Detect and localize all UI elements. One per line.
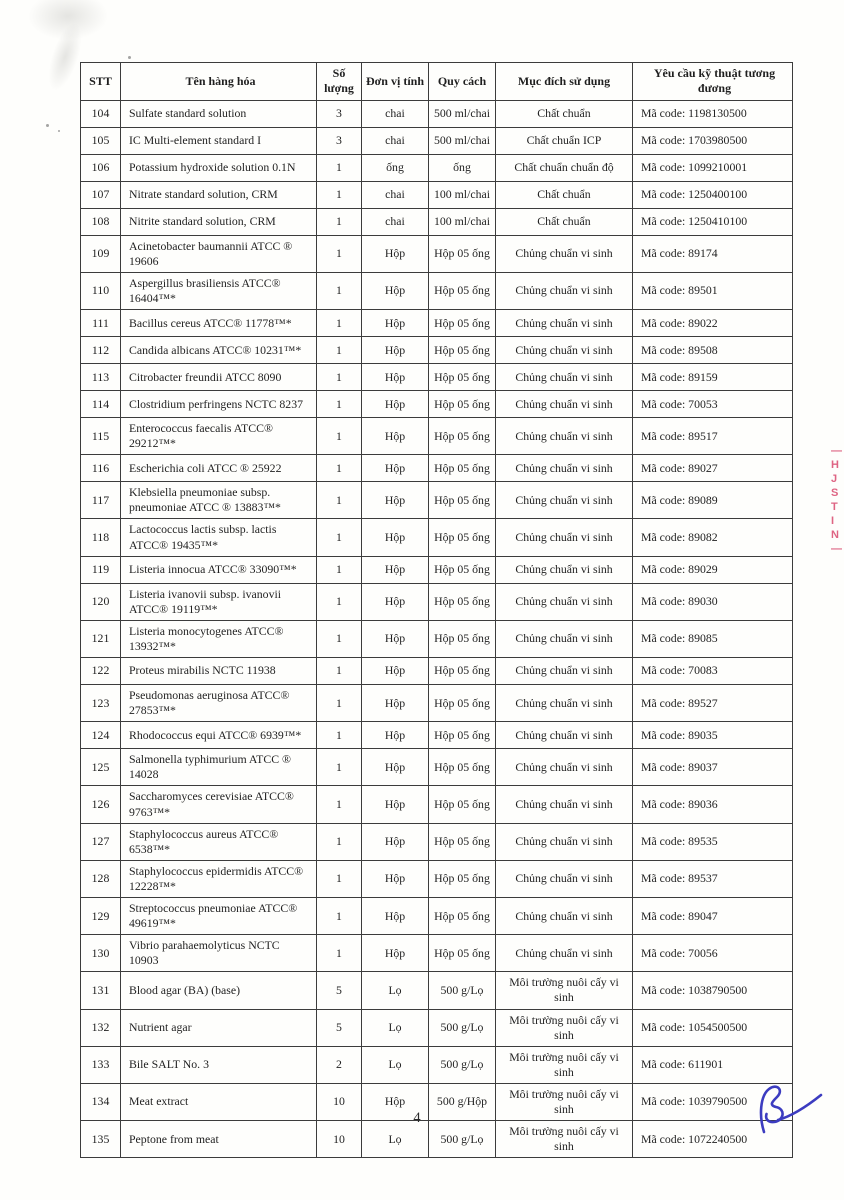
cell-req: Mã code: 89082: [633, 519, 793, 556]
column-header-spec: Quy cách: [429, 63, 496, 101]
cell-req: Mã code: 1038790500: [633, 972, 793, 1009]
cell-req: Mã code: 89089: [633, 482, 793, 519]
cell-qty: 1: [317, 310, 362, 337]
column-header-req: Yêu cầu kỹ thuật tương đương: [633, 63, 793, 101]
cell-req: Mã code: 89535: [633, 823, 793, 860]
cell-stt: 114: [81, 391, 121, 418]
cell-purpose: Môi trường nuôi cấy vi sinh: [496, 972, 633, 1009]
cell-stt: 117: [81, 482, 121, 519]
cell-name: Listeria monocytogenes ATCC® 13932™*: [121, 620, 317, 657]
cell-purpose: Chất chuẩn ICP: [496, 127, 633, 154]
scan-speck: [58, 130, 60, 132]
stamp-char: H: [831, 459, 839, 471]
cell-qty: 1: [317, 208, 362, 235]
cell-spec: Hộp 05 ống: [429, 658, 496, 685]
cell-stt: 109: [81, 235, 121, 272]
cell-spec: 500 g/Lọ: [429, 972, 496, 1009]
cell-req: Mã code: 89035: [633, 722, 793, 749]
cell-name: Aspergillus brasiliensis ATCC® 16404™*: [121, 272, 317, 309]
cell-name: Nitrite standard solution, CRM: [121, 208, 317, 235]
cell-stt: 124: [81, 722, 121, 749]
cell-spec: 500 ml/chai: [429, 127, 496, 154]
cell-req: Mã code: 1054500500: [633, 1009, 793, 1046]
cell-qty: 1: [317, 860, 362, 897]
table-row: [81, 786, 793, 823]
cell-name: Sulfate standard solution: [121, 100, 317, 127]
cell-unit: Hộp: [362, 391, 429, 418]
cell-req: Mã code: 89517: [633, 418, 793, 455]
goods-specification-table: [80, 62, 793, 1158]
cell-spec: Hộp 05 ống: [429, 897, 496, 934]
cell-qty: 5: [317, 1009, 362, 1046]
cell-qty: 1: [317, 482, 362, 519]
cell-qty: 1: [317, 620, 362, 657]
cell-req: Mã code: 70056: [633, 935, 793, 972]
cell-stt: 122: [81, 658, 121, 685]
table-row: [81, 272, 793, 309]
cell-purpose: Chủng chuẩn vi sinh: [496, 935, 633, 972]
cell-spec: Hộp 05 ống: [429, 482, 496, 519]
stamp-char: S: [831, 487, 839, 499]
cell-stt: 126: [81, 786, 121, 823]
cell-name: Enterococcus faecalis ATCC® 29212™*: [121, 418, 317, 455]
cell-name: Potassium hydroxide solution 0.1N: [121, 154, 317, 181]
cell-spec: Hộp 05 ống: [429, 583, 496, 620]
table-row: [81, 418, 793, 455]
cell-stt: 111: [81, 310, 121, 337]
cell-purpose: Chủng chuẩn vi sinh: [496, 860, 633, 897]
cell-name: Klebsiella pneumoniae subsp. pneumoniae ATCC ® 13883™*: [121, 482, 317, 519]
cell-req: Mã code: 611901: [633, 1046, 793, 1083]
cell-spec: 500 g/Lọ: [429, 1009, 496, 1046]
cell-name: Staphylococcus epidermidis ATCC® 12228™*: [121, 860, 317, 897]
cell-name: Streptococcus pneumoniae ATCC® 49619™*: [121, 897, 317, 934]
cell-name: Listeria ivanovii subsp. ivanovii ATCC® 19119™*: [121, 583, 317, 620]
cell-spec: Hộp 05 ống: [429, 337, 496, 364]
table-row: [81, 1009, 793, 1046]
cell-spec: Hộp 05 ống: [429, 556, 496, 583]
table-row: [81, 455, 793, 482]
handwritten-initial-icon: [748, 1080, 832, 1144]
stamp-char: —: [831, 543, 842, 555]
cell-unit: Hộp: [362, 235, 429, 272]
cell-purpose: Chủng chuẩn vi sinh: [496, 556, 633, 583]
cell-req: Mã code: 1250400100: [633, 181, 793, 208]
cell-spec: Hộp 05 ống: [429, 860, 496, 897]
cell-spec: 500 ml/chai: [429, 100, 496, 127]
cell-unit: Hộp: [362, 418, 429, 455]
cell-req: Mã code: 70083: [633, 658, 793, 685]
cell-purpose: Chủng chuẩn vi sinh: [496, 823, 633, 860]
cell-name: Pseudomonas aeruginosa ATCC® 27853™*: [121, 685, 317, 722]
cell-stt: 105: [81, 127, 121, 154]
cell-name: Lactococcus lactis subsp. lactis ATCC® 19435™*: [121, 519, 317, 556]
scan-smudge: [28, 0, 108, 40]
cell-qty: 1: [317, 154, 362, 181]
cell-qty: 1: [317, 556, 362, 583]
cell-qty: 10: [317, 1083, 362, 1120]
cell-unit: Lọ: [362, 1121, 429, 1158]
cell-purpose: Chất chuẩn: [496, 181, 633, 208]
table-row: [81, 823, 793, 860]
cell-req: Mã code: 89537: [633, 860, 793, 897]
table-row: [81, 620, 793, 657]
cell-stt: 131: [81, 972, 121, 1009]
cell-purpose: Chủng chuẩn vi sinh: [496, 749, 633, 786]
cell-req: Mã code: 89022: [633, 310, 793, 337]
cell-unit: chai: [362, 127, 429, 154]
table-row: [81, 972, 793, 1009]
cell-stt: 107: [81, 181, 121, 208]
cell-name: Proteus mirabilis NCTC 11938: [121, 658, 317, 685]
cell-req: Mã code: 1198130500: [633, 100, 793, 127]
cell-qty: 1: [317, 519, 362, 556]
table-row: [81, 897, 793, 934]
cell-req: Mã code: 89527: [633, 685, 793, 722]
cell-name: Rhodococcus equi ATCC® 6939™*: [121, 722, 317, 749]
cell-purpose: Chủng chuẩn vi sinh: [496, 786, 633, 823]
cell-name: Listeria innocua ATCC® 33090™*: [121, 556, 317, 583]
table-row: [81, 181, 793, 208]
cell-qty: 1: [317, 786, 362, 823]
cell-name: Clostridium perfringens NCTC 8237: [121, 391, 317, 418]
cell-spec: Hộp 05 ống: [429, 364, 496, 391]
cell-spec: Hộp 05 ống: [429, 749, 496, 786]
cell-spec: Hộp 05 ống: [429, 935, 496, 972]
cell-stt: 112: [81, 337, 121, 364]
cell-qty: 3: [317, 127, 362, 154]
cell-name: Salmonella typhimurium ATCC ® 14028: [121, 749, 317, 786]
cell-stt: 110: [81, 272, 121, 309]
signature-mark: [748, 1080, 832, 1149]
cell-spec: Hộp 05 ống: [429, 786, 496, 823]
cell-name: Nitrate standard solution, CRM: [121, 181, 317, 208]
cell-unit: Hộp: [362, 310, 429, 337]
cell-qty: 1: [317, 749, 362, 786]
table-row: [81, 208, 793, 235]
cell-name: Staphylococcus aureus ATCC® 6538™*: [121, 823, 317, 860]
cell-qty: 1: [317, 337, 362, 364]
cell-req: Mã code: 1703980500: [633, 127, 793, 154]
cell-purpose: Chất chuẩn: [496, 208, 633, 235]
cell-qty: 1: [317, 658, 362, 685]
cell-name: Escherichia coli ATCC ® 25922: [121, 455, 317, 482]
cell-qty: 5: [317, 972, 362, 1009]
cell-name: Candida albicans ATCC® 10231™*: [121, 337, 317, 364]
cell-qty: 1: [317, 722, 362, 749]
cell-qty: 1: [317, 897, 362, 934]
cell-name: Peptone from meat: [121, 1121, 317, 1158]
cell-req: Mã code: 89029: [633, 556, 793, 583]
cell-unit: Hộp: [362, 860, 429, 897]
cell-purpose: Môi trường nuôi cấy vi sinh: [496, 1083, 633, 1120]
cell-purpose: Chủng chuẩn vi sinh: [496, 519, 633, 556]
table-row: [81, 154, 793, 181]
cell-purpose: Chất chuẩn chuẩn độ: [496, 154, 633, 181]
column-header-qty: Số lượng: [317, 63, 362, 101]
table-row: [81, 310, 793, 337]
table-row: [81, 482, 793, 519]
cell-spec: 500 g/Lọ: [429, 1121, 496, 1158]
cell-unit: Hộp: [362, 722, 429, 749]
cell-stt: 120: [81, 583, 121, 620]
cell-purpose: Môi trường nuôi cấy vi sinh: [496, 1121, 633, 1158]
cell-purpose: Chủng chuẩn vi sinh: [496, 364, 633, 391]
cell-req: Mã code: 1099210001: [633, 154, 793, 181]
cell-unit: Hộp: [362, 786, 429, 823]
cell-unit: Hộp: [362, 364, 429, 391]
table-row: [81, 583, 793, 620]
cell-qty: 2: [317, 1046, 362, 1083]
cell-name: Blood agar (BA) (base): [121, 972, 317, 1009]
cell-stt: 108: [81, 208, 121, 235]
cell-unit: Hộp: [362, 935, 429, 972]
cell-req: Mã code: 89037: [633, 749, 793, 786]
cell-unit: Hộp: [362, 749, 429, 786]
table-row: [81, 685, 793, 722]
cell-unit: Hộp: [362, 897, 429, 934]
cell-stt: 132: [81, 1009, 121, 1046]
cell-req: Mã code: 1072240500: [633, 1121, 793, 1158]
stamp-char: N: [831, 529, 839, 541]
cell-req: Mã code: 89027: [633, 455, 793, 482]
cell-unit: Hộp: [362, 658, 429, 685]
cell-stt: 127: [81, 823, 121, 860]
cell-qty: 1: [317, 583, 362, 620]
cell-spec: 500 g/Hộp: [429, 1083, 496, 1120]
cell-spec: ống: [429, 154, 496, 181]
stamp-char: —: [831, 445, 842, 457]
cell-qty: 1: [317, 235, 362, 272]
cell-req: Mã code: 89159: [633, 364, 793, 391]
cell-req: Mã code: 89501: [633, 272, 793, 309]
cell-spec: Hộp 05 ống: [429, 823, 496, 860]
cell-purpose: Chủng chuẩn vi sinh: [496, 897, 633, 934]
cell-qty: 3: [317, 100, 362, 127]
cell-spec: Hộp 05 ống: [429, 235, 496, 272]
cell-spec: 500 g/Lọ: [429, 1046, 496, 1083]
table-row: [81, 337, 793, 364]
cell-spec: Hộp 05 ống: [429, 519, 496, 556]
cell-qty: 1: [317, 272, 362, 309]
cell-qty: 1: [317, 935, 362, 972]
cell-unit: Hộp: [362, 519, 429, 556]
table-body: [81, 100, 793, 1158]
cell-stt: 115: [81, 418, 121, 455]
cell-purpose: Môi trường nuôi cấy vi sinh: [496, 1046, 633, 1083]
cell-spec: Hộp 05 ống: [429, 620, 496, 657]
cell-unit: Hộp: [362, 583, 429, 620]
cell-stt: 123: [81, 685, 121, 722]
cell-purpose: Chủng chuẩn vi sinh: [496, 235, 633, 272]
cell-stt: 106: [81, 154, 121, 181]
cell-purpose: Môi trường nuôi cấy vi sinh: [496, 1009, 633, 1046]
table-row: [81, 935, 793, 972]
cell-qty: 1: [317, 181, 362, 208]
stamp-char: J: [831, 473, 838, 485]
table-row: [81, 100, 793, 127]
cell-req: Mã code: 70053: [633, 391, 793, 418]
table-row: [81, 749, 793, 786]
cell-purpose: Chủng chuẩn vi sinh: [496, 418, 633, 455]
table-row: [81, 519, 793, 556]
cell-stt: 125: [81, 749, 121, 786]
cell-spec: Hộp 05 ống: [429, 685, 496, 722]
cell-purpose: Chủng chuẩn vi sinh: [496, 391, 633, 418]
table-row: [81, 1121, 793, 1158]
cell-purpose: Chủng chuẩn vi sinh: [496, 272, 633, 309]
cell-unit: chai: [362, 100, 429, 127]
stamp-char: I: [831, 515, 835, 527]
table-row: [81, 364, 793, 391]
cell-qty: 1: [317, 391, 362, 418]
cell-unit: Hộp: [362, 823, 429, 860]
cell-req: Mã code: 89036: [633, 786, 793, 823]
scan-speck: [128, 56, 131, 59]
cell-name: Meat extract: [121, 1083, 317, 1120]
cell-spec: 100 ml/chai: [429, 181, 496, 208]
cell-unit: Hộp: [362, 272, 429, 309]
cell-spec: Hộp 05 ống: [429, 310, 496, 337]
cell-name: Acinetobacter baumannii ATCC ® 19606: [121, 235, 317, 272]
cell-purpose: Chủng chuẩn vi sinh: [496, 583, 633, 620]
cell-purpose: Chủng chuẩn vi sinh: [496, 685, 633, 722]
cell-spec: Hộp 05 ống: [429, 455, 496, 482]
cell-name: Citrobacter freundii ATCC 8090: [121, 364, 317, 391]
column-header-unit: Đơn vị tính: [362, 63, 429, 101]
cell-name: Bile SALT No. 3: [121, 1046, 317, 1083]
cell-unit: Hộp: [362, 685, 429, 722]
stamp-fragment: [831, 446, 844, 555]
cell-spec: Hộp 05 ống: [429, 722, 496, 749]
cell-stt: 118: [81, 519, 121, 556]
cell-purpose: Chủng chuẩn vi sinh: [496, 620, 633, 657]
cell-name: Nutrient agar: [121, 1009, 317, 1046]
cell-qty: 1: [317, 364, 362, 391]
cell-qty: 1: [317, 685, 362, 722]
cell-stt: 104: [81, 100, 121, 127]
column-header-stt: STT: [81, 63, 121, 101]
cell-unit: Hộp: [362, 337, 429, 364]
cell-spec: Hộp 05 ống: [429, 418, 496, 455]
table-row: [81, 235, 793, 272]
column-header-purpose: Mục đích sử dụng: [496, 63, 633, 101]
table-row: [81, 722, 793, 749]
cell-req: Mã code: 89047: [633, 897, 793, 934]
cell-stt: 133: [81, 1046, 121, 1083]
cell-qty: 10: [317, 1121, 362, 1158]
cell-unit: chai: [362, 208, 429, 235]
cell-stt: 128: [81, 860, 121, 897]
cell-unit: Lọ: [362, 972, 429, 1009]
table-row: [81, 1083, 793, 1120]
cell-stt: 113: [81, 364, 121, 391]
cell-unit: Hộp: [362, 1083, 429, 1120]
table-row: [81, 658, 793, 685]
cell-name: Vibrio parahaemolyticus NCTC 10903: [121, 935, 317, 972]
cell-unit: Hộp: [362, 455, 429, 482]
cell-purpose: Chất chuẩn: [496, 100, 633, 127]
cell-qty: 1: [317, 455, 362, 482]
cell-qty: 1: [317, 823, 362, 860]
table-row: [81, 556, 793, 583]
cell-spec: Hộp 05 ống: [429, 391, 496, 418]
cell-req: Mã code: 89508: [633, 337, 793, 364]
stamp-char: T: [831, 501, 838, 513]
header-row: [81, 63, 793, 101]
page-number: 4: [413, 1110, 421, 1126]
table-row: [81, 860, 793, 897]
cell-req: Mã code: 89030: [633, 583, 793, 620]
cell-stt: 129: [81, 897, 121, 934]
scan-speck: [46, 124, 49, 127]
cell-stt: 134: [81, 1083, 121, 1120]
cell-purpose: Chủng chuẩn vi sinh: [496, 310, 633, 337]
cell-spec: Hộp 05 ống: [429, 272, 496, 309]
cell-purpose: Chủng chuẩn vi sinh: [496, 482, 633, 519]
cell-req: Mã code: 1039790500: [633, 1083, 793, 1120]
cell-spec: 100 ml/chai: [429, 208, 496, 235]
cell-stt: 135: [81, 1121, 121, 1158]
cell-stt: 119: [81, 556, 121, 583]
cell-req: Mã code: 89174: [633, 235, 793, 272]
cell-unit: Lọ: [362, 1009, 429, 1046]
cell-purpose: Chủng chuẩn vi sinh: [496, 455, 633, 482]
column-header-name: Tên hàng hóa: [121, 63, 317, 101]
cell-unit: Lọ: [362, 1046, 429, 1083]
cell-stt: 116: [81, 455, 121, 482]
cell-purpose: Chủng chuẩn vi sinh: [496, 722, 633, 749]
cell-name: Saccharomyces cerevisiae ATCC® 9763™*: [121, 786, 317, 823]
cell-unit: chai: [362, 181, 429, 208]
cell-unit: ống: [362, 154, 429, 181]
cell-unit: Hộp: [362, 482, 429, 519]
cell-unit: Hộp: [362, 620, 429, 657]
cell-req: Mã code: 89085: [633, 620, 793, 657]
cell-stt: 130: [81, 935, 121, 972]
table-row: [81, 127, 793, 154]
table-row: [81, 391, 793, 418]
cell-name: IC Multi-element standard I: [121, 127, 317, 154]
cell-req: Mã code: 1250410100: [633, 208, 793, 235]
cell-purpose: Chủng chuẩn vi sinh: [496, 337, 633, 364]
table-row: [81, 1046, 793, 1083]
cell-unit: Hộp: [362, 556, 429, 583]
cell-stt: 121: [81, 620, 121, 657]
cell-purpose: Chủng chuẩn vi sinh: [496, 658, 633, 685]
cell-name: Bacillus cereus ATCC® 11778™*: [121, 310, 317, 337]
cell-qty: 1: [317, 418, 362, 455]
